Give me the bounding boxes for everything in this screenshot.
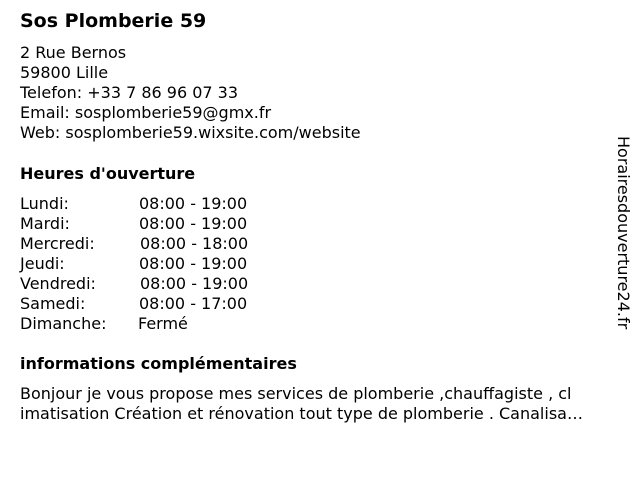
hours-row-wednesday bbox=[20, 234, 280, 254]
day-label: Lundi: bbox=[20, 194, 69, 213]
hours-row-sunday bbox=[20, 314, 280, 334]
time-value: Fermé bbox=[138, 314, 188, 333]
day-label: Mardi: bbox=[20, 214, 70, 233]
site-watermark: Horairesdouverture24.fr bbox=[614, 136, 633, 330]
additional-info-title: informations complémentaires bbox=[20, 354, 297, 373]
day-label: Jeudi: bbox=[20, 254, 65, 273]
opening-hours-table bbox=[20, 194, 280, 334]
time-value: 08:00 - 17:00 bbox=[139, 294, 248, 313]
hours-row-monday bbox=[20, 194, 280, 214]
day-label: Samedi: bbox=[20, 294, 86, 313]
day-label: Mercredi: bbox=[20, 234, 95, 253]
website-line: Web: sosplomberie59.wixsite.com/website bbox=[20, 123, 361, 142]
hours-row-thursday bbox=[20, 254, 280, 274]
description-line: imatisation Création et rénovation tout type de plomberie . Canalisa… bbox=[20, 404, 583, 423]
time-value: 08:00 - 19:00 bbox=[139, 194, 248, 213]
hours-row-friday bbox=[20, 274, 280, 294]
address-city: 59800 Lille bbox=[20, 63, 109, 82]
address-street: 2 Rue Bernos bbox=[20, 43, 127, 62]
day-label: Vendredi: bbox=[20, 274, 96, 293]
hours-row-saturday bbox=[20, 294, 280, 314]
business-name: Sos Plomberie 59 bbox=[20, 10, 207, 32]
additional-info-text bbox=[20, 384, 632, 424]
watermark-container bbox=[612, 136, 634, 346]
time-value: 08:00 - 19:00 bbox=[139, 214, 248, 233]
time-value: 08:00 - 19:00 bbox=[139, 254, 248, 273]
phone-line: Telefon: +33 7 86 96 07 33 bbox=[20, 83, 239, 102]
day-label: Dimanche: bbox=[20, 314, 107, 333]
description-line: Bonjour je vous propose mes services de plomberie ,chauffagiste , cl bbox=[20, 384, 572, 403]
time-value: 08:00 - 18:00 bbox=[140, 234, 249, 253]
hours-row-tuesday bbox=[20, 214, 280, 234]
time-value: 08:00 - 19:00 bbox=[140, 274, 249, 293]
contact-block bbox=[20, 43, 361, 143]
email-line: Email: sosplomberie59@gmx.fr bbox=[20, 103, 272, 122]
opening-hours-title: Heures d'ouverture bbox=[20, 164, 196, 183]
